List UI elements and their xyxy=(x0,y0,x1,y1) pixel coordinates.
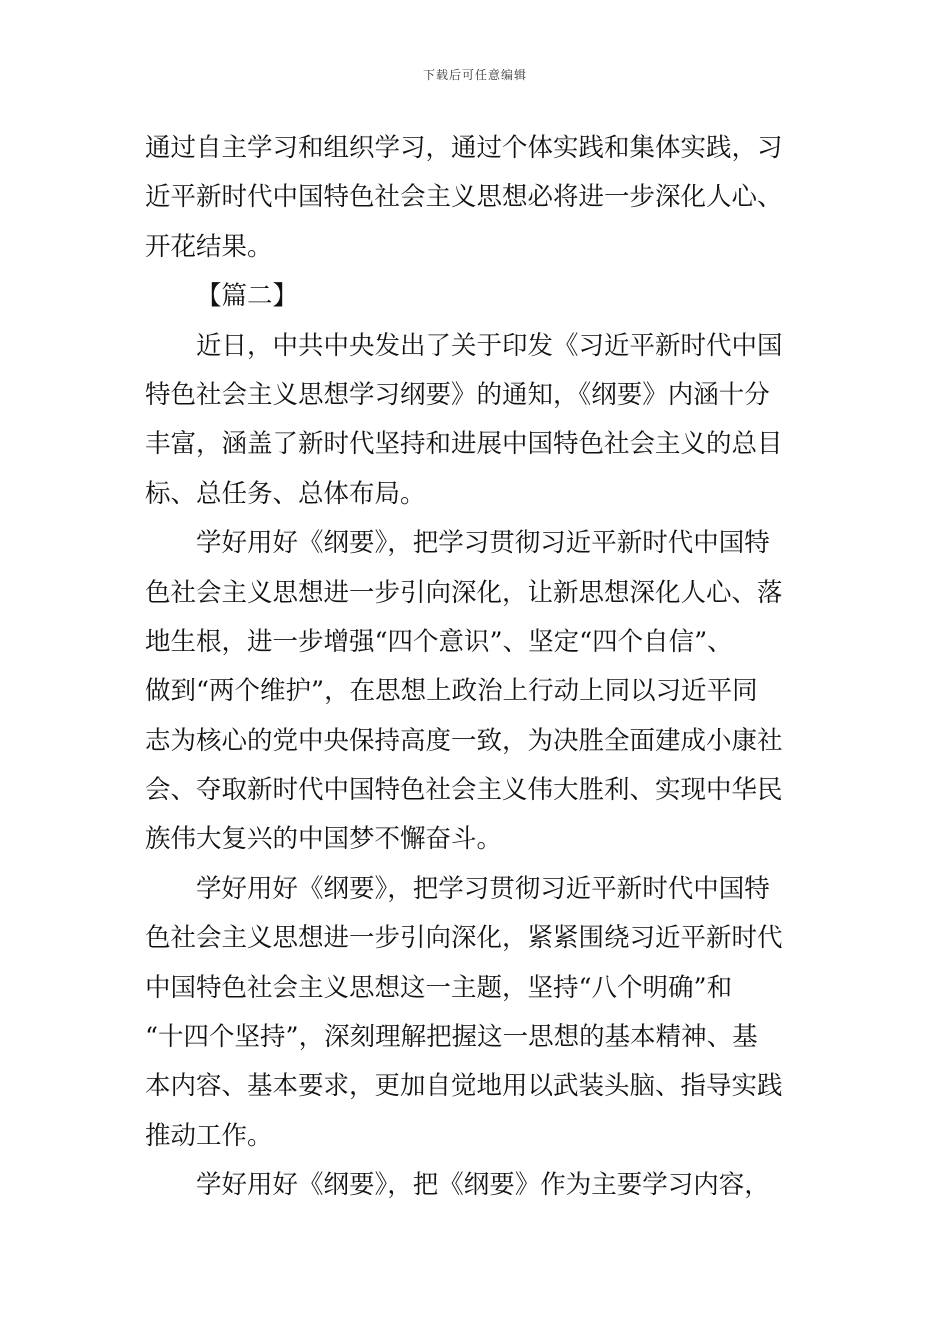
page-header-note: 下载后可任意编辑 xyxy=(422,68,527,82)
text-line: 推动工作。 xyxy=(145,1120,273,1151)
text-line: 近平新时代中国特色社会主义思想必将进一步深化人心、 xyxy=(145,182,783,213)
document-body xyxy=(145,124,807,1211)
section-heading: 【篇二】 xyxy=(196,281,299,312)
text-line: 族伟大复兴的中国梦不懈奋斗。 xyxy=(145,824,503,855)
text-line: 丰富，涵盖了新时代坚持和进展中国特色社会主义的总目 xyxy=(145,429,783,460)
text-line: 开花结果。 xyxy=(145,231,273,262)
text-line: 本内容、基本要求，更加自觉地用以武装头脑、指导实践 xyxy=(145,1071,783,1102)
text-line: 志为核心的党中央保持高度一致，为决胜全面建成小康社 xyxy=(145,725,783,756)
text-line: 近日，中共中央发出了关于印发《习近平新时代中国 xyxy=(196,330,783,361)
text-line: 会、夺取新时代中国特色社会主义伟大胜利、实现中华民 xyxy=(145,775,783,806)
text-line: 色社会主义思想进一步引向深化，让新思想深化人心、落 xyxy=(145,577,783,608)
text-line: 学好用好《纲要》，把《纲要》作为主要学习内容， xyxy=(196,1170,770,1201)
text-line: 中国特色社会主义思想这一主题，坚持“八个明确”和 xyxy=(145,972,733,1003)
text-line: 学好用好《纲要》，把学习贯彻习近平新时代中国特 xyxy=(196,873,770,904)
text-line: 特色社会主义思想学习纲要》的通知，《纲要》内涵十分 xyxy=(145,379,770,410)
text-line: 地生根，进一步增强“四个意识”、坚定“四个自信”、 xyxy=(145,626,733,657)
text-line: 通过自主学习和组织学习，通过个体实践和集体实践，习 xyxy=(145,133,783,163)
text-line: “十四个坚持”，深刻理解把握这一思想的基本精神、基 xyxy=(145,1022,758,1053)
text-line: 标、总任务、总体布局。 xyxy=(145,478,426,509)
text-line: 做到“两个维护”，在思想上政治上行动上同以习近平同 xyxy=(145,676,758,707)
text-line: 色社会主义思想进一步引向深化，紧紧围绕习近平新时代 xyxy=(145,923,783,954)
text-line: 学好用好《纲要》，把学习贯彻习近平新时代中国特 xyxy=(196,528,770,559)
